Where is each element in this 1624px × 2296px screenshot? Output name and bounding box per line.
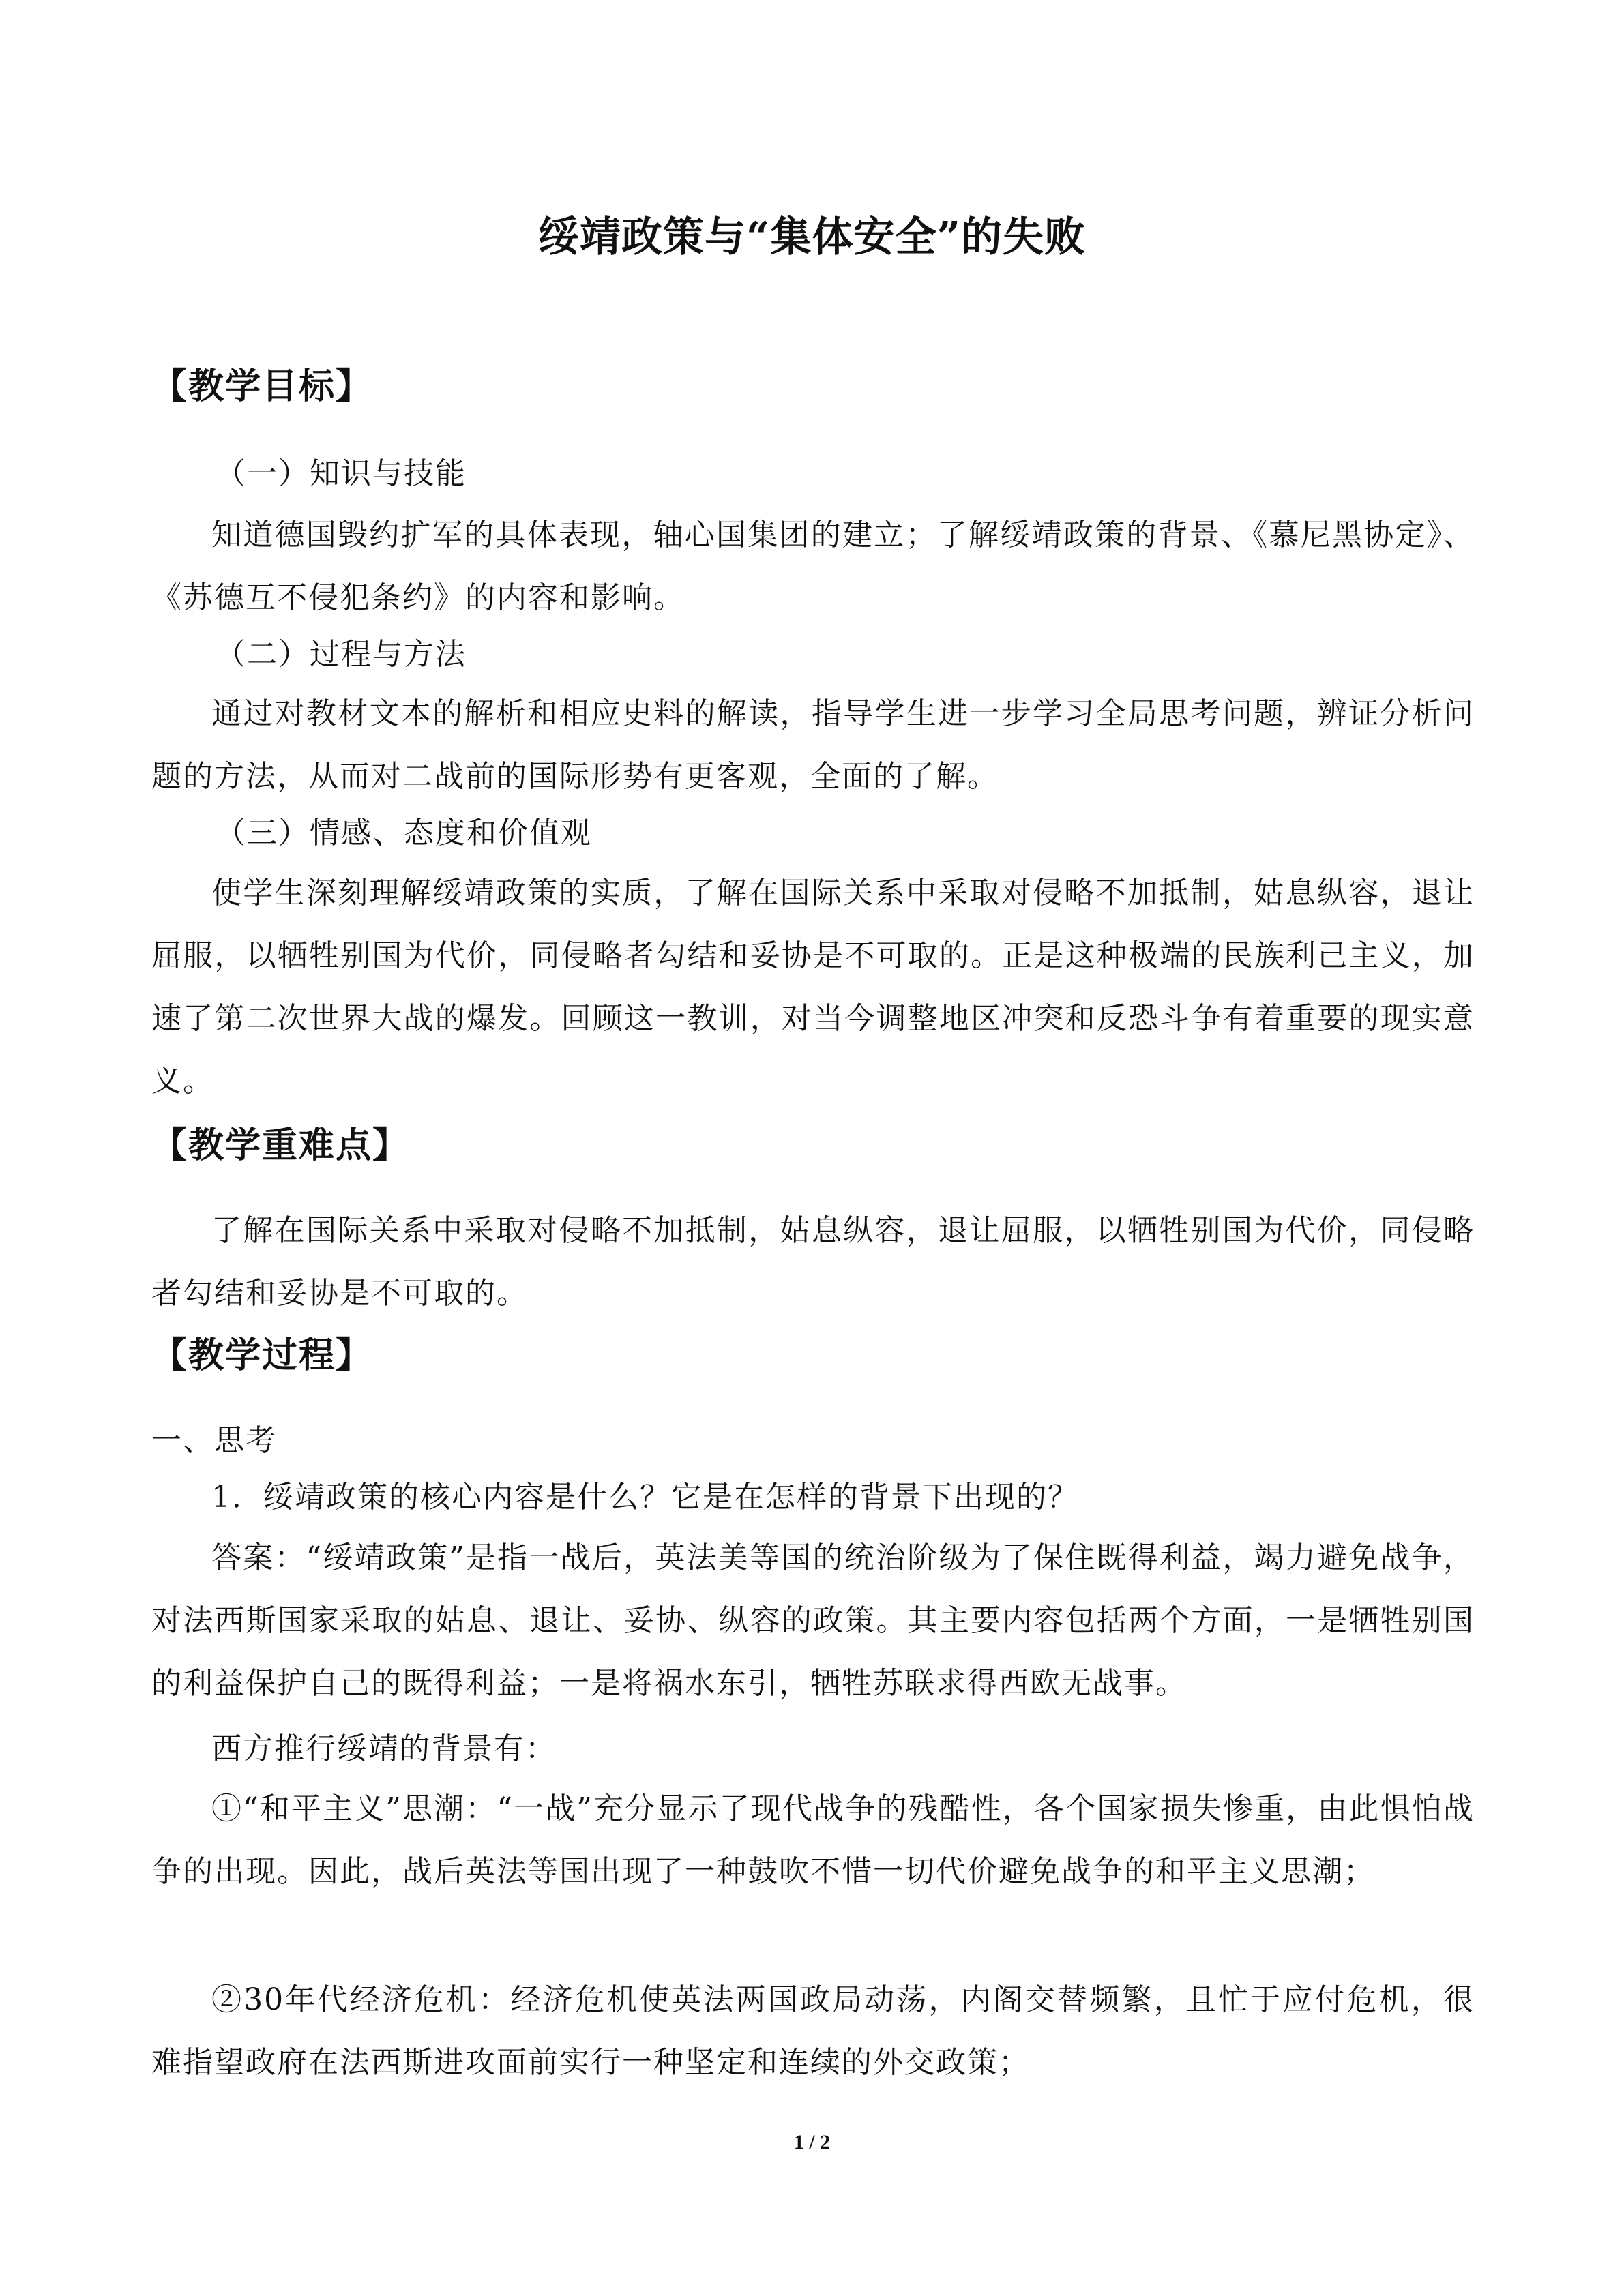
subheading-process-method: （二）过程与方法 (216, 637, 467, 672)
heading-teaching-process: 【教学过程】 (151, 1335, 373, 1376)
paragraph-key-difficult-points: 了解在国际关系中采取对侵略不加抵制，姑息纵容，退让屈服，以牺牲别国为代价，同侵略者勾结和妥协是不可取的。 (151, 1213, 1475, 1311)
paragraph-knowledge-skills: 知道德国毁约扩军的具体表现，轴心国集团的建立；了解绥靖政策的背景、《慕尼黑协定》、《苏德互不侵犯条约》的内容和影响。 (151, 518, 1475, 615)
subheading-knowledge-skills: （一）知识与技能 (216, 456, 467, 491)
background-point-2: ②30年代经济危机：经济危机使英法两国政局动荡，内阁交替频繁，且忙于应付危机，很难指望政府在法西斯进攻面前实行一种坚定和连续的外交政策； (151, 1982, 1475, 2080)
paragraph-emotion-values: 使学生深刻理解绥靖政策的实质，了解在国际关系中采取对侵略不加抵制，姑息纵容，退让屈服，以牺牲别国为代价，同侵略者勾结和妥协是不可取的。正是这种极端的民族利己主义，加速了第二次世界大战的爆发。回顾这一教训，对当今调整地区冲突和反恐斗争有着重要的现实意义。 (151, 876, 1475, 1099)
heading-key-difficult-points: 【教学重难点】 (151, 1124, 410, 1166)
page-number: 1 / 2 (793, 2131, 831, 2153)
question-1: 1．绥靖政策的核心内容是什么？它是在怎样的背景下出现的？ (211, 1480, 1079, 1515)
background-point-1: ①“和平主义”思潮：“一战”充分显示了现代战争的残酷性，各个国家损失惨重，由此惧怕战争的出现。因此，战后英法等国出现了一种鼓吹不惜一切代价避免战争的和平主义思潮； (151, 1791, 1475, 1889)
answer-1: 答案：“绥靖政策”是指一战后，英法美等国的统治阶级为了保住既得利益，竭力避免战争，对法西斯国家采取的姑息、退让、妥协、纵容的政策。其主要内容包括两个方面，一是牺牲别国的利益保护自己的既得利益；一是将祸水东引，牺牲苏联求得西欧无战事。 (151, 1540, 1475, 1701)
subheading-emotion-values: （三）情感、态度和价值观 (216, 816, 592, 850)
heading-teaching-objectives: 【教学目标】 (151, 366, 373, 407)
document-title: 绥靖政策与“集体安全”的失败 (537, 213, 1087, 261)
section-think: 一、思考 (151, 1423, 277, 1458)
paragraph-process-method: 通过对教材文本的解析和相应史料的解读，指导学生进一步学习全局思考问题，辨证分析问题的方法，从而对二战前的国际形势有更客观，全面的了解。 (151, 696, 1475, 794)
background-intro: 西方推行绥靖的背景有： (211, 1731, 557, 1766)
